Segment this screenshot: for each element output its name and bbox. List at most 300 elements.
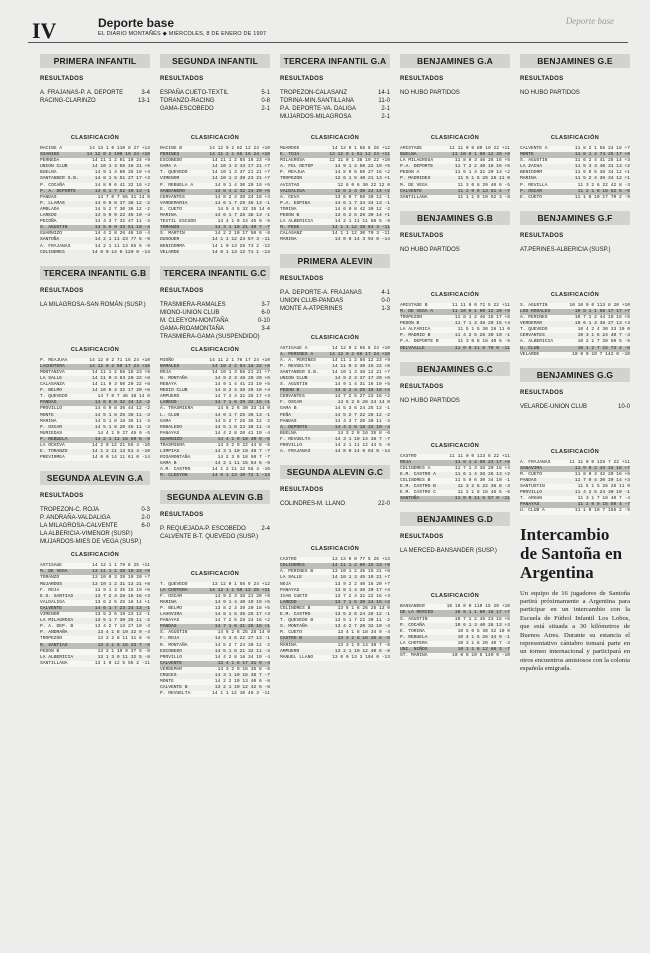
team-name: E.M. CASTRO C: [400, 490, 436, 496]
team-name: DUSOUER: [160, 237, 180, 243]
team-stats: 14 3 2 9 16 35 8 -6: [217, 666, 270, 672]
team-name: TROPEZON: [280, 176, 303, 182]
standings-label: CLASIFICACIÓN: [430, 135, 480, 141]
team-name: E. TOJA: [280, 152, 300, 158]
faded-section-logo: Deporte base: [565, 16, 614, 26]
team-stats: 14 6 1 7 52 40 13 -1: [94, 188, 150, 194]
team-name: SANTILLANA: [400, 194, 428, 200]
results-list: [40, 301, 150, 341]
standings-table: [280, 346, 390, 456]
team-name: P. MADRIDES: [400, 176, 431, 182]
team-stats: 14 11 1 2 56 18 23 +9: [92, 369, 150, 375]
team-stats: 13 6 1 6 26 26 13 0: [337, 605, 390, 611]
team-name: F. OSCAR: [280, 400, 303, 406]
team-stats: 11 9 0 2 43 15 18 +7: [574, 465, 630, 471]
team-name: PROVILLO: [160, 654, 183, 660]
team-name: P. REBUELA: [40, 436, 68, 442]
team-name: A. FRAJANAS: [280, 449, 311, 455]
standings-label: CLASIFICACIÓN: [190, 346, 240, 353]
team-name: SANTILLANA: [40, 660, 68, 666]
team-stats: 14 2 1 11 23 77 5 -9: [94, 237, 150, 243]
result-match: ESPAÑA CUETO-TEXTIL: [160, 90, 229, 96]
team-name: PEDON B: [280, 388, 300, 394]
team-name: LAREDO: [160, 400, 177, 406]
results-label: RESULTADOS: [40, 287, 84, 294]
team-stats: 14 9 1 4 41 23 19 +5: [214, 382, 270, 388]
team-name: MARINA: [280, 642, 297, 648]
result-row: [160, 97, 270, 105]
table-row: [400, 195, 510, 201]
team-name: PANDAS: [40, 400, 57, 406]
team-stats: 13 4 2 7 13 27 10 -3: [94, 624, 150, 630]
team-name: E. CUETO: [160, 206, 183, 212]
team-stats: 14 0 0 14 11 61 0 -14: [92, 455, 150, 461]
result-match: MUJARDOS-MIES DE VEGA (SUSP.): [40, 539, 142, 546]
column-1: [40, 54, 150, 677]
table-row: [160, 691, 270, 697]
result-match: TROPEZON-CALASANZ: [280, 90, 348, 96]
team-stats: 14 1 1 12 30 70 3 -11: [332, 231, 390, 237]
team-name: AMPUERO: [160, 394, 180, 400]
team-name: LIMPIAS: [160, 449, 180, 455]
team-stats: 11 5 2 4 36 34 12 +1: [574, 176, 630, 182]
team-stats: 11 2 0 9 15 50 4 -7: [577, 502, 630, 508]
result-row: [40, 514, 150, 522]
team-stats: 14 3 1 10 14 38 7 -7: [334, 436, 390, 442]
league-title: BENJAMINES G.B: [400, 211, 510, 225]
team-name: T. ARGUN: [520, 496, 543, 502]
team-stats: 14 13 0 1 68 8 26 +12: [332, 146, 390, 151]
team-name: DE LA MERCED: [400, 610, 434, 616]
team-name: PEÑA: [280, 412, 292, 418]
team-name: AMISTADE B: [400, 302, 428, 308]
standings-table: [280, 557, 390, 661]
team-name: T. QUEVEDO: [160, 581, 188, 587]
team-stats: 14 0 0 14 6 120 0 -14: [92, 249, 150, 255]
team-name: CASTRO: [400, 453, 417, 459]
result-match: P.A. DEPORTE-A. FRAJANAS: [280, 289, 362, 296]
team-stats: 13 5 1 7 30 25 11 -2: [94, 618, 150, 624]
team-stats: 11 1 1 9 10 62 3 -8: [457, 194, 510, 200]
team-stats: 14 5 1 8 25 36 11 -3: [94, 412, 150, 418]
team-name: P. ANDRAÑA: [40, 630, 68, 636]
results-list: [520, 403, 630, 443]
team-stats: 11 2 1 8 18 52 5 -6: [577, 188, 630, 194]
team-name: PEDON B: [280, 213, 300, 219]
team-stats: 14 11 0 3 30 15 22 +8: [332, 363, 390, 369]
team-name: A. FRAJANAS: [520, 459, 551, 465]
standings-table: [520, 460, 630, 515]
team-stats: 14 2 1 11 11 68 5 -9: [334, 219, 390, 225]
team-stats: 11 1 0 10 17 70 2 -9: [574, 194, 630, 200]
standings-label: CLASIFICACIÓN: [70, 346, 120, 353]
team-stats: 13 5 2 6 24 28 12 -1: [334, 612, 390, 618]
team-name: SANTOÑA: [40, 237, 60, 243]
team-name: P.A. DEPORTE B: [400, 339, 439, 345]
team-stats: 13 5 2 6 19 23 12 -1: [94, 612, 150, 618]
team-stats: 14 11 2 1 55 16 24 +10: [209, 152, 270, 158]
team-name: PANAYAS: [520, 502, 540, 508]
team-stats: 14 4 2 8 18 34 10 -4: [214, 654, 270, 660]
results-label: RESULTADOS: [520, 389, 564, 396]
team-name: ASTIGAUE A: [280, 345, 308, 351]
result-score: 13-1: [137, 98, 150, 104]
results-label: RESULTADOS: [520, 232, 564, 239]
team-name: ROJA: [160, 369, 172, 375]
team-stats: 11 6 1 4 32 20 13 +2: [454, 170, 510, 176]
result-match: RACING-CLARINZO: [40, 98, 96, 104]
result-row: [160, 317, 270, 325]
team-name: E.M. CASTRO: [280, 612, 311, 618]
team-name: T. QUEVEDO: [520, 327, 548, 333]
team-stats: 13 13 0 0 77 5 26 +13: [332, 557, 390, 563]
team-name: TRASMIERA: [160, 443, 185, 448]
team-stats: 13 6 0 7 50 30 12 -1: [334, 194, 390, 200]
team-name: A. CEVA: [280, 194, 300, 200]
team-name: LACHOTERA: [40, 363, 65, 369]
team-name: MEDIO CLUB: [160, 388, 188, 394]
team-stats: 14 5 0 9 22 45 10 -4: [94, 213, 150, 219]
team-stats: 14 6 1 7 28 38 13 -1: [214, 213, 270, 219]
team-name: LA MILAGROSA: [400, 158, 434, 164]
team-name: E.M. CASTRO B: [400, 484, 436, 490]
league-title: SEGUNDA ALEVIN G.C: [280, 465, 390, 479]
results-list: [400, 547, 510, 587]
team-name: P. COCAÑA: [40, 182, 65, 188]
team-name: MUJARDOS: [40, 581, 63, 587]
team-stats: 14 12 0 2 66 17 24 +10: [329, 351, 390, 357]
result-row: [40, 522, 150, 530]
team-name: RACING A: [40, 146, 63, 151]
league-section: [400, 211, 510, 352]
team-stats: 14 9 1 4 50 22 19 +5: [334, 164, 390, 170]
results-label: RESULTADOS: [400, 232, 444, 239]
team-stats: 14 5 2 7 30 36 12 -2: [94, 206, 150, 212]
team-name: MIOÑO: [160, 357, 174, 363]
team-name: MANUEL LLANO: [280, 654, 314, 660]
standings-label: CLASIFICACIÓN: [430, 291, 480, 298]
results-list: [520, 89, 630, 129]
result-score: 3-4: [141, 90, 150, 96]
table-row: [280, 237, 390, 243]
team-name: LA OCHIVA: [40, 443, 65, 448]
team-stats: 13 4 1 8 19 32 9 -4: [97, 630, 150, 636]
result-row: [280, 89, 390, 97]
team-name: VERDEMAR: [520, 321, 543, 327]
table-row: [520, 508, 630, 514]
result-row: [160, 533, 270, 541]
team-stats: 14 6 0 8 42 30 12 -2: [334, 206, 390, 212]
team-name: CRUCES: [160, 672, 177, 678]
team-stats: 10 6 1 3 40 28 13 +3: [454, 622, 510, 628]
team-name: NOJA: [280, 581, 292, 587]
team-name: A. DEPORTE: [280, 424, 308, 430]
result-row: [520, 246, 630, 254]
team-name: A. PERINES A: [280, 351, 314, 357]
standings-table: [40, 358, 150, 462]
team-name: GAMA B: [160, 461, 177, 467]
standings-label: CLASIFICACIÓN: [430, 593, 480, 600]
team-stats: 14 8 1 5 35 25 17 +3: [214, 612, 270, 618]
team-name: AMBLADA: [40, 206, 60, 212]
team-stats: 11 5 1 5 30 28 11 0: [457, 327, 510, 333]
team-stats: 13 4 1 8 18 34 9 -4: [337, 630, 390, 636]
team-name: BUELNA: [40, 170, 57, 176]
team-stats: 14 12 1 1 79 8 25 +11: [92, 563, 150, 569]
team-name: S. AGUSTIN: [160, 630, 188, 636]
league-title: SEGUNDA INFANTIL: [160, 54, 270, 68]
standings-table: [400, 454, 510, 503]
team-stats: 14 2 2 10 13 40 6 -8: [214, 679, 270, 685]
result-match: UNION CLUB-PANDAS: [280, 297, 344, 304]
dateline: EL DIARIO MONTAÑÉS ◆ MIÉRCOLES, 8 DE ENERO DE 1997: [98, 31, 267, 37]
team-stats: 14 2 1 11 12 44 5 -9: [334, 443, 390, 448]
result-score: 10-0: [617, 403, 630, 410]
result-row: [400, 89, 510, 97]
team-name: LAREDO: [280, 599, 297, 605]
team-stats: 14 1 1 12 23 57 3 -11: [212, 237, 270, 243]
team-stats: 13 2 1 10 12 40 5 -8: [334, 648, 390, 654]
result-match: MIONO-UNION CLUB: [160, 309, 220, 316]
team-name: PANAYAS: [160, 618, 180, 624]
team-stats: 11 0 0 11 6 70 0 -11: [454, 345, 510, 351]
team-name: BENIDORMA: [160, 243, 185, 249]
team-name: VELARDE: [160, 249, 180, 255]
team-stats: 11 3 0 8 18 40 6 -5: [457, 339, 510, 345]
team-name: N. MONTAÑA: [160, 375, 188, 381]
team-stats: 10 1 2 7 15 73 4 -6: [577, 345, 630, 351]
team-stats: 14 11 0 3 50 20 22 +8: [92, 382, 150, 388]
table-row: [160, 473, 270, 479]
team-name: GUARNIZO: [160, 436, 183, 442]
results-list: [400, 246, 510, 286]
league-title: BENJAMINES G.E: [520, 54, 630, 68]
column-2: [160, 54, 270, 707]
result-score: 2-0: [141, 515, 150, 522]
standings-table: [520, 146, 630, 201]
result-score: 0-0: [381, 297, 390, 304]
team-name: BANSANDER: [400, 604, 425, 610]
team-stats: 11 6 0 5 38 34 12 +1: [574, 170, 630, 176]
league-section: [400, 54, 510, 201]
team-name: M. DE VEGA: [400, 182, 428, 188]
team-name: E. CUETO: [520, 194, 543, 200]
team-stats: 13 2 1 10 9 37 5 -8: [97, 648, 150, 654]
team-stats: 12 6 2 4 30 24 14 +2: [334, 188, 390, 194]
table-row: [400, 496, 510, 502]
league-title: SEGUNDA ALEVIN G.B: [160, 490, 270, 504]
table-row: [280, 449, 390, 455]
standings-table: [280, 146, 390, 244]
standings-label: CLASIFICACIÓN: [190, 570, 240, 577]
team-stats: 14 9 1 4 40 19 19 +5: [214, 599, 270, 605]
result-match: TROPEZON-C. ROJA: [40, 507, 100, 514]
team-name: U. CLUB: [520, 345, 540, 351]
results-list: [280, 289, 390, 329]
league-title: SEGUNDA ALEVIN G.A: [40, 471, 150, 485]
team-stats: 10 1 1 8 12 60 3 -7: [457, 647, 510, 652]
team-stats: 13 8 1 4 36 20 17 +4: [334, 587, 390, 593]
team-stats: 14 3 2 9 16 35 8 -6: [337, 430, 390, 436]
results-list: [40, 506, 150, 546]
team-stats: 14 8 0 6 50 27 16 +2: [334, 170, 390, 176]
team-stats: 14 7 0 7 46 38 14 0: [97, 394, 150, 400]
team-stats: 14 11 1 2 60 15 23 +9: [332, 563, 390, 569]
table-row: [40, 455, 150, 461]
result-score: 2-1: [381, 106, 390, 112]
results-label: RESULTADOS: [40, 493, 84, 500]
team-stats: 14 2 1 11 13 65 5 -9: [94, 243, 150, 249]
team-stats: 14 10 1 3 43 17 21 +7: [212, 164, 270, 170]
result-score: 2-1: [261, 106, 270, 112]
team-name: P. REAJUAA: [40, 357, 68, 363]
team-name: CALVENTE A: [520, 146, 548, 151]
team-name: VERDEMAR: [160, 666, 183, 672]
team-name: P. REBUELA: [400, 634, 428, 640]
team-name: S. AGUSTIN: [40, 225, 68, 231]
team-stats: 14 10 1 3 37 21 21 +7: [212, 170, 270, 176]
result-score: 3-7: [261, 301, 270, 308]
team-name: P. REBUELA A: [160, 182, 194, 188]
team-stats: 12 6 0 6 30 22 12 0: [337, 182, 390, 188]
team-stats: 11 8 2 1 56 24 18 +7: [574, 146, 630, 151]
results-list: [160, 525, 270, 565]
team-stats: 14 2 1 11 18 59 5 -9: [94, 436, 150, 442]
team-stats: 14 5 1 8 21 32 11 -3: [214, 648, 270, 654]
team-stats: 11 8 0 3 42 20 16 +5: [574, 471, 630, 477]
team-name: LA SALLE: [40, 375, 63, 381]
result-row: [400, 246, 510, 254]
team-stats: 10 2 1 7 20 50 5 -5: [577, 339, 630, 345]
results-label: RESULTADOS: [400, 534, 444, 541]
result-row: [280, 105, 390, 113]
team-stats: 14 8 2 4 38 28 18 +4: [214, 388, 270, 394]
team-stats: 14 5 3 6 22 27 13 -1: [214, 636, 270, 642]
team-name: S. AGUSTIN: [400, 616, 428, 622]
team-stats: 11 5 0 6 30 34 10 -1: [454, 477, 510, 483]
team-stats: 14 7 2 5 27 23 16 +2: [334, 394, 390, 400]
result-row: [160, 105, 270, 113]
standings-label: CLASIFICACIÓN: [70, 552, 120, 559]
team-name: MILAGROSA: [280, 158, 305, 164]
results-label: RESULTADOS: [160, 511, 204, 518]
league-section: [160, 266, 270, 480]
team-stats: 11 7 0 4 30 20 14 +3: [574, 477, 630, 483]
team-name: T. QUEVEDO B: [280, 618, 314, 624]
team-stats: 14 6 0 8 36 44 12 -2: [94, 406, 150, 412]
team-stats: 14 7 0 7 55 31 14 0: [97, 194, 150, 200]
league-title: TERCERA INFANTIL G.A: [280, 54, 390, 68]
team-stats: 14 8 2 4 29 19 18 +4: [334, 388, 390, 394]
result-row: [400, 397, 510, 405]
team-name: PANAYAS: [280, 587, 300, 593]
team-name: S. MONTAÑA: [280, 624, 308, 630]
team-name: E.M. CASTRO A: [400, 471, 436, 477]
team-name: P. BELMO: [160, 605, 183, 611]
team-stats: 14 1 1 12 10 64 3 -11: [332, 225, 390, 231]
team-name: TORINA: [280, 206, 297, 212]
team-name: CALVENTE: [40, 605, 63, 611]
team-stats: 10 4 1 5 26 34 9 -1: [457, 634, 510, 640]
column-5: [520, 54, 630, 674]
result-score: 0-8: [261, 98, 270, 104]
team-stats: 14 10 1 3 39 23 21 +7: [212, 176, 270, 182]
team-stats: 11 11 0 0 128 7 22 +11: [569, 459, 630, 465]
league-section: [160, 54, 270, 256]
team-name: M. CUETO: [280, 630, 303, 636]
team-name: P. REAJUA: [280, 170, 305, 176]
team-stats: 14 4 1 9 27 45 9 -5: [97, 430, 150, 436]
team-name: P.A. ESPINA: [280, 200, 311, 206]
team-name: RAMALES: [160, 363, 180, 369]
team-name: LA ZACHA: [520, 164, 543, 170]
standings-label: CLASIFICACIÓN: [430, 442, 480, 449]
team-stats: 14 6 2 6 30 33 14 0: [217, 406, 270, 412]
team-stats: 11 8 1 2 74 25 17 +6: [574, 152, 630, 158]
team-stats: 14 8 2 4 36 24 18 +4: [214, 194, 270, 200]
team-stats: 10 3 1 6 24 40 7 -3: [577, 333, 630, 339]
team-stats: 14 0 1 13 10 72 1 -13: [212, 473, 270, 479]
team-name: PEDON B: [40, 648, 60, 654]
league-section: [520, 368, 630, 515]
team-stats: 13 5 1 7 22 30 11 -2: [334, 618, 390, 624]
team-name: LAHOVIRA: [160, 612, 183, 618]
team-stats: 13 2 1 10 12 42 5 -8: [214, 685, 270, 691]
team-stats: 14 1 2 11 13 51 4 -10: [92, 449, 150, 455]
team-name: BENIDORM: [520, 170, 543, 176]
team-stats: 14 5 2 7 24 30 12 -2: [214, 642, 270, 648]
team-stats: 11 11 0 0 80 10 22 +11: [449, 146, 510, 151]
result-score: 6-0: [261, 309, 270, 316]
team-name: R. SANTIAS: [40, 642, 68, 648]
team-stats: 14 11 1 2 61 10 24 +9: [92, 158, 150, 164]
team-stats: 14 1 2 11 12 58 4 -10: [212, 467, 270, 473]
team-name: GAMA: [160, 418, 172, 424]
result-row: [40, 97, 150, 105]
result-score: 3-4: [261, 325, 270, 332]
team-stats: 14 12 0 2 62 12 24 +10: [209, 146, 270, 151]
result-row: [280, 113, 390, 121]
team-name: GAMA A: [160, 164, 177, 170]
team-name: PEDON B: [400, 321, 420, 327]
standings-label: CLASIFICACIÓN: [190, 135, 240, 141]
page-number: IV: [32, 18, 57, 43]
team-stats: 14 9 2 3 38 21 20 +6: [214, 593, 270, 599]
league-section: [40, 266, 150, 462]
team-name: SIANIKE: [40, 152, 60, 158]
team-name: LA ALBERICIA: [40, 654, 74, 660]
team-stats: 13 11 1 1 38 10 23 +9: [92, 569, 150, 575]
league-section: [280, 254, 390, 456]
standings-label: CLASIFICACIÓN: [310, 135, 360, 141]
team-stats: 11 1 0 10 7 155 2 -9: [574, 508, 630, 514]
team-stats: 14 10 1 3 56 21 21 +7: [212, 369, 270, 375]
team-name: CALVENTE: [400, 188, 423, 194]
team-name: MONTANIVA: [40, 369, 65, 375]
team-name: F. ROJA: [160, 636, 180, 642]
team-stats: 11 5 1 5 26 28 11 0: [457, 176, 510, 182]
team-stats: 14 6 1 7 23 24 13 -1: [94, 605, 150, 611]
team-stats: 14 6 0 8 37 38 12 -2: [94, 200, 150, 206]
team-stats: 10 6 1 3 38 27 13 +3: [574, 321, 630, 327]
team-name: COLINDRES: [40, 249, 65, 255]
standings-table: [40, 563, 150, 667]
team-stats: 14 12 1 1 50 12 25 +11: [209, 587, 270, 593]
result-row: [40, 538, 150, 546]
team-stats: 14 5 3 6 24 25 13 -1: [334, 406, 390, 412]
results-list: [280, 500, 390, 540]
team-name: COLINDRES B: [400, 477, 431, 483]
